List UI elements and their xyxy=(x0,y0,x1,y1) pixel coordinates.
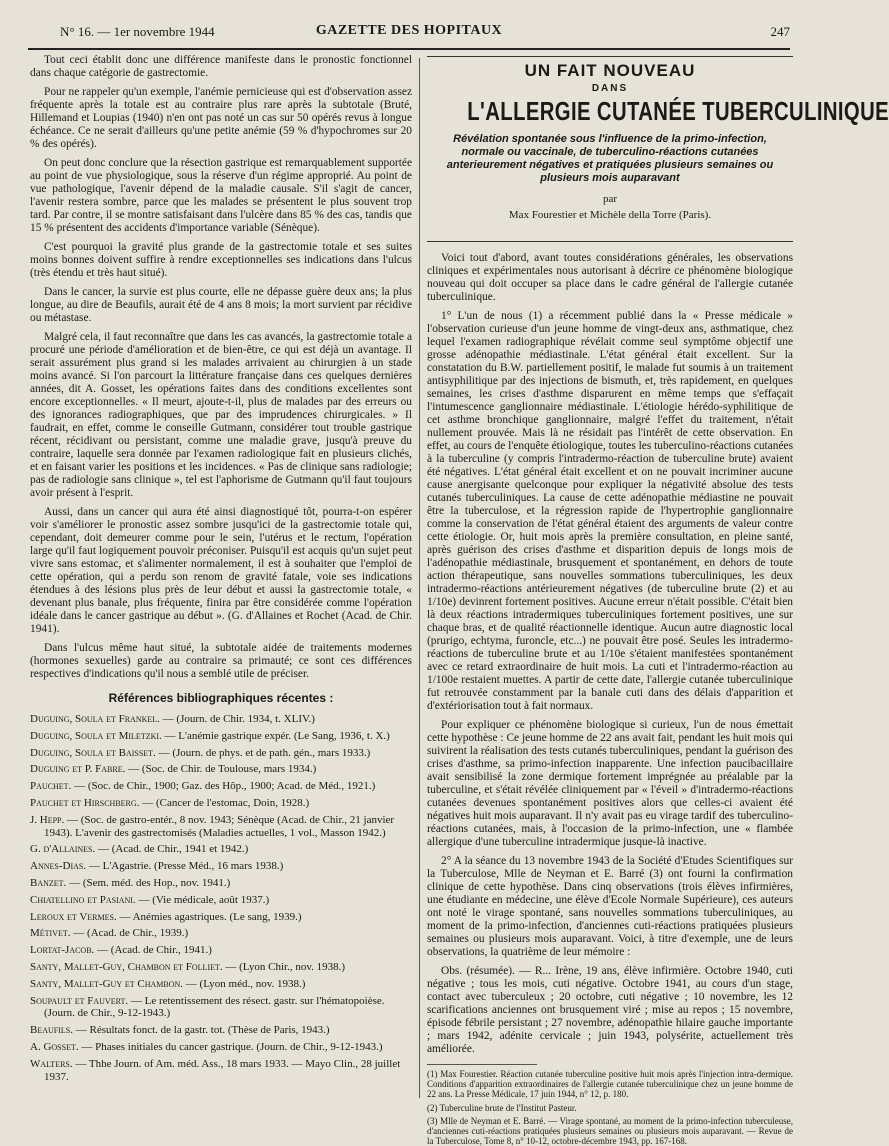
reference-item xyxy=(30,814,412,840)
reference-authors: Walters. xyxy=(30,1057,73,1070)
reference-item xyxy=(30,747,412,760)
reference-item xyxy=(30,797,412,810)
reference-item xyxy=(30,1058,412,1084)
reference-text: — Le retentissement des résect. gastr. sur l'hématopoièse. (Journ. de Chir., 9-12-1943.) xyxy=(44,994,385,1020)
paragraph: Voici tout d'abord, avant toutes considérations générales, les observations cliniques et expérimentales nous autorisant à décrire ce phénomène biologique nouveau qui doit occuper sa place dans le cadre général de l'allergie cutanée tuberculinique. xyxy=(427,252,793,303)
page-header xyxy=(28,20,790,46)
paragraph: On peut donc conclure que la résection gastrique est remarquablement supportée au point de vue physiologique, sous la réserve d'un régime approprié. Au point de vue pathologique, l'avenir dépend de la maladie causale. S'il s'agit de cancer, l'avenir restera sombre, parce que les malades se présentent le plus souvent trop tard. Par contre, il se montre satisfaisant dans l'ulcère dans 85 % des cas, tandis que 15 % présentent des accidents d'importance variable (Sénèque). xyxy=(30,157,412,234)
reference-item xyxy=(30,978,412,991)
column-divider xyxy=(419,58,420,1098)
article-authors: Max Fourestier et Michèle della Torre (Paris). xyxy=(508,209,712,221)
reference-item xyxy=(30,1041,412,1054)
page-number: 247 xyxy=(770,24,790,39)
reference-authors: G. d'Allaines. xyxy=(30,843,96,856)
reference-item xyxy=(30,1024,412,1037)
reference-text: — (Journ. de phys. et de path. gén., mars 1933.) xyxy=(155,746,371,759)
reference-text: — (Cancer de l'estomac, Doin, 1928.) xyxy=(139,796,310,809)
reference-authors: A. Gosset. xyxy=(30,1040,79,1053)
reference-item xyxy=(30,894,412,907)
reference-item xyxy=(30,713,412,726)
article-par: par xyxy=(602,193,618,205)
references-heading: Références bibliographiques récentes : xyxy=(108,691,334,705)
reference-item xyxy=(30,911,412,924)
reference-authors: Duguing, Soula et Frankel. xyxy=(30,713,160,725)
reference-item xyxy=(30,730,412,743)
paragraph: Aussi, dans un cancer qui aura été ainsi diagnostiqué tôt, pourra-t-on espérer voir s'améliorer le pronostic assez sombre jusqu'ici de la gastrectomie totale qui, cependant, doit demeurer comme pour le sein, l'utérus et le rectum, l'opération large qu'il faut logiquement pouvoir préconiser. Puisqu'il est acquis qu'un sujet peut vivre sans estomac, et s'alimenter normalement, il est à souhaiter que l'emploi de cette opération, qui a perdu son renom de gravité fatale, voie ses indications étendues à des lésions plus près de leur début et aussi la gastrectomie totale, « devenant plus banale, plus fréquente, finira par être considérée comme l'opération idéale dans le cancer gastrique au début ». (G. d'Allaines et Rochet (Acad. de Chir. 1941). xyxy=(30,506,412,635)
header-rule xyxy=(28,48,790,50)
article-subtitle: Révélation spontanée sous l'influence de la primo-infection, normale ou vaccinale, de tuberculino-réactions cutanées anterieurement négatives et pratiquées plusieurs semaines ou plusieurs mois auparavant xyxy=(446,133,774,184)
paragraph: 2° A la séance du 13 novembre 1943 de la Société d'Etudes Scientifiques sur la Tuberculose, Mlle de Neyman et E. Barré (3) ont fourni la confirmation clinique de cette hypothèse. Dans cinq observations (trois élèves infirmières, une étudiante en médecine, une élève d'Ecole Normale Supérieure), ces auteurs ont noté le virage spontané, sans nouvelles sommations tuberculiniques, au moment de la primo-infection, d'anciennes cuti-réactions pratiquées plusieurs semaines ou plusieurs mois auparavant. Voici, à titre d'exemple, une de leurs observations, la quatrième de leur mémoire : xyxy=(427,855,793,958)
reference-authors: Chiatellino et Pasiani. xyxy=(30,893,136,906)
reference-text: — (Soc. de Chir., 1900; Gaz. des Hôp., 1900; Acad. de Méd., 1921.) xyxy=(71,780,376,793)
reference-text: — Phases initiales du cancer gastrique. (Journ. de Chir., 9-12-1943.) xyxy=(78,1040,383,1053)
reference-authors: Duguing, Soula et Baisset. xyxy=(30,746,156,759)
reference-text: — Thhe Journ. of Am. méd. Ass., 18 mars 1933. — Mayo Clin., 28 juillet 1937. xyxy=(44,1057,401,1083)
journal-title: GAZETTE DES HOPITAUX xyxy=(315,23,503,38)
reference-authors: Santy, Mallet-Guy, Chambon et Folliet. xyxy=(30,960,223,973)
reference-authors: Beaufils. xyxy=(30,1024,73,1037)
reference-item xyxy=(30,877,412,890)
footnote: (1) Max Fourestier. Réaction cutanée tuberculine positive huit mois après l'injection intra-dermique. Conditions d'apparition extraordinaires de l'allergie cutanée tuberculinique chez un jeune homme de 22 ans. La Presse Médicale, 17 juin 1944, n° 12, p. 180. xyxy=(427,1069,793,1100)
reference-authors: Duguing et P. Fabre. xyxy=(30,763,126,776)
issue-number: N° 16. — 1er novembre 1944 xyxy=(60,24,215,39)
reference-authors: Leroux et Vermes. xyxy=(30,910,117,923)
reference-text: — L'Agastrie. (Presse Méd., 16 mars 1938.) xyxy=(86,860,284,873)
article-top-rule xyxy=(427,56,793,57)
paragraph: Dans le cancer, la survie est plus courte, elle ne dépasse guère deux ans; la plus longue, au dire de Beaufils, aurait été de 4 ans 8 mois; la mort survient par récidive ou métastase. xyxy=(30,286,412,324)
reference-item xyxy=(30,995,412,1021)
reference-authors: Banzet. xyxy=(30,876,67,889)
reference-text: — (Vie médicale, août 1937.) xyxy=(135,893,270,906)
reference-text: — (Lyon Chir., nov. 1938.) xyxy=(222,960,346,973)
reference-text: — Résultats fonct. de la gastr. tot. (Thèse de Paris, 1943.) xyxy=(72,1024,330,1037)
left-column xyxy=(30,54,412,1099)
reference-text: — (Journ. de Chir. 1934, t. XLIV.) xyxy=(159,713,315,725)
reference-text: — (Soc. de Chir. de Toulouse, mars 1934.) xyxy=(125,763,317,776)
paragraph: Obs. (résumée). — R... Irène, 19 ans, élève infirmière. Octobre 1940, cuti négative ; tous les mois, cuti négative. Octobre 1941, au cours d'un stage, contact avec tuberculeux ; 20 octobre, cuti négative ; 10 novembre, les 12 scarifications anciennes ont brusquement viré ; mise au repos ; 15 novembre, épisode fébrile persistant ; 27 novembre, adénopathie hilaire gauche importante ; mars 1942, adénite cervicale ; juin 1943, polysérite, actuellement très améliorée. xyxy=(427,965,793,1055)
article-header-rule xyxy=(427,241,793,242)
paragraph: Malgré cela, il faut reconnaître que dans les cas avancés, la gastrectomie totale a procuré une période d'amélioration et de bien-être, ce qui est déjà un avantage. Il serait assurément plus grand si les malades arrivaient au chirurgien à un stade moins avancé. Si l'on parcourt la littérature française dans ces quelques dernières années, dit A. Gosset, les opérations faites dans des conditions excellentes sont encore exceptionnelles. « Il meurt, ajoute-t-il, plus de malades par des erreurs ou des ignorances radiographiques, que par des imprudences chirurgicales. » Il faudrait, en effet, comme le conseille Gutmann, considérer tout trouble gastrique récent, récidivant ou persistant, comme une maladie grave, jusqu'à preuve du contraire, laquelle sera donnée par l'examen radiologique fait en plusieurs clichés, et en faisant varier les positions et les incidences. « Pas de clinique sans radiologie; pas de radiologie sans clinique », tel est l'aphorisme de Gutmann qu'il faut toujours avoir présent à l'esprit. xyxy=(30,331,412,499)
reference-text: — (Soc. de gastro-entér., 8 nov. 1943; Sénèque (Acad. de Chir., 21 janvier 1943). L'avenir des gastrectomisés (Maladies actuelles, 1 vol., Masson 1942.) xyxy=(44,813,395,839)
reference-item xyxy=(30,944,412,957)
article-title-main: L'ALLERGIE CUTANÉE TUBERCULINIQUE xyxy=(467,96,889,126)
paragraph: Pour ne rappeler qu'un exemple, l'anémie pernicieuse qui est d'observation assez fréquente après la totale est au contraire plus rare après la subtotale (Bruté, Hillemand et Loupias (1940) n'en ont pas noté un cas sur 50 opérés revus à longue échéance. Ce ne serait d'ailleurs qu'une petite anémie (59 % d'hypochromes sur 20 % des opérés). xyxy=(30,86,412,150)
reference-text: — (Acad. de Chir., 1941.) xyxy=(94,944,212,957)
article-title-top: UN FAIT NOUVEAU xyxy=(524,61,696,80)
reference-authors: Santy, Mallet-Guy et Chambon. xyxy=(30,977,184,990)
reference-authors: Pauchet. xyxy=(30,780,72,793)
reference-text: — (Acad. de Chir., 1941 et 1942.) xyxy=(95,843,249,856)
reference-authors: Soupault et Fauvert. xyxy=(30,994,129,1007)
reference-authors: J. Hepp. xyxy=(30,813,65,826)
reference-item xyxy=(30,927,412,940)
paragraph: Pour expliquer ce phénomène biologique si curieux, l'un de nous émettait cette hypothèse : Ce jeune homme de 22 ans avait fait, pendant les huit mois qui suivirent la réalisation des tests cutanés tuberculiniques, pendant la guérison des crises d'asthme, sa primo-infection inapparente. Une infection paucibacillaire avait sensibilisé la zone dermique fortement imprégnée au préalable par la tuberculine, et s'était révélée cliniquement par « l'éveil » d'intradermo-réactions cutanées devenues spontanément positives alors que celles-ci avaient été négatives huit mois auparavant. Il n'y avait pas eu virage tardif des tuberculino-réactions cutanées, mais, à l'occasion de la primo-infection, une « flambée allergique d'une tuberculine intradermique jusque-là inactive. xyxy=(427,719,793,848)
reference-text: — Anémies agastriques. (Le sang, 1939.) xyxy=(116,910,302,923)
article-title-dans: DANS xyxy=(591,83,629,94)
reference-text: — (Sem. méd. des Hop., nov. 1941.) xyxy=(66,876,231,889)
reference-authors: Métivet. xyxy=(30,927,71,940)
paragraph: Tout ceci établit donc une différence manifeste dans le pronostic fonctionnel dans chaque catégorie de gastrectomie. xyxy=(30,54,412,79)
footnote-rule xyxy=(427,1064,537,1065)
reference-item xyxy=(30,860,412,873)
reference-authors: Duguing, Soula et Miletzki. xyxy=(30,729,162,742)
reference-authors: Lortat-Jacob. xyxy=(30,944,95,957)
reference-text: — (Acad. de Chir., 1939.) xyxy=(70,927,189,940)
reference-item xyxy=(30,843,412,856)
reference-text: — (Lyon méd., nov. 1938.) xyxy=(183,977,306,990)
paragraph: 1° L'un de nous (1) a récemment publié dans la « Presse médicale » l'observation curieuse d'un jeune homme de vingt-deux ans, asthmatique, chez lequel l'examen radiographique révélait comme seul symptôme objectif une grosse adénopathie médiastinale. L'état général était excellent. Sur la constatation du B.W. partiellement positif, le malade fut soumis à un traitement antisyphilitique par des injections de bismuth, et, très rapidement, en quelques semaines, les crises d'asthme disparurent en même temps que s'effaçait l'intumescence ganglionnaire médiastinale. L'étiologie hérédo-syphilitique de cet asthme bronchique ganglionnaire, malgré l'effet du traitement, n'était nullement prouvée. Mais là ne résidait pas l'intérêt de cette observation. En effet, au cours de l'enquête étiologique, toutes les tuberculino-réactions cutanées à la tuberculine (y compris l'intradermo-réaction de tuberculine brute) avaient été négatives. L'état général était excellent et on ne pouvait incriminer aucune cause anergisante quelconque pour expliquer la négativité absolue des tests cutanés tuberculiniques. La cause de cette adénopathie médiastine ne pouvait être la tuberculose, et la régression rapide de l'hypertrophie ganglionnaire comme la conservation de l'état général étaient des arguments de valeur contre cette étiologie. Or, huit mois après la première consultation, en pleine santé, après guérison des crises d'asthme et disparition depuis de longs mois de l'adénopathie médiastinale, brusquement et spontanément, en dehors de toute action thérapeutique, sans nouvelles sommations tuberculiniques, les deux intradermo-réactions antérieurement négatives (de tuberculine brute (2) et au 1/10e) devinrent fortement positives. Aucune erreur n'était possible. C'était bien là deux réactions intradermiques tuberculiniques fortement positives, une sur chaque bras, et de qualité réactionnelle identique. Aucun autre diagnostic local (prurigo, echtyma, furoncle, etc...) ne pouvait être posé. Seules les intradermo-réactions de tuberculine brute et au 1/10e s'étaient manifestées spontanément avec ce retard extraordinaire de huit mois. La cuti et l'intradermo-réaction au 1/100e restaient muettes. A partir de cette date, l'allergie cutanée tuberculinique fut retrouvée constamment par la banale cuti dans des délais d'apparition et d'extériorisation tout à fait normaux. xyxy=(427,310,793,712)
paragraph: C'est pourquoi la gravité plus grande de la gastrectomie totale et ses suites moins bonnes doivent suffire à rendre exceptionnelles ses indications dans l'ulcus (très étendu et très haut situé). xyxy=(30,241,412,279)
reference-authors: Annes-Dias. xyxy=(30,860,87,873)
reference-item xyxy=(30,961,412,974)
references-list xyxy=(30,713,412,1083)
footnote: (3) Mlle de Neyman et E. Barré. — Virage spontané, au moment de la primo-infection tuberculeuse, d'anciennes cuti-réactions pratiquées plusieurs semaines ou plusieurs mois auparavant. — Revue de la Tuberculose, Tome 8, n° 10-12, octobre-décembre 1943, pp. 167-168. xyxy=(427,1115,793,1146)
reference-authors: Pauchet et Hirschberg. xyxy=(30,796,140,809)
reference-item xyxy=(30,763,412,776)
reference-item xyxy=(30,780,412,793)
paragraph: Dans l'ulcus même haut situé, la subtotale aidée de traitements modernes (hormones sexuelles) garde au contraire sa primauté; ce sont ces différences respectives d'indications qu'il nous a semblé utile de préciser. xyxy=(30,642,412,680)
footnote: (2) Tuberculine brute de l'Institut Pasteur. xyxy=(427,1102,577,1113)
reference-text: — L'anémie gastrique expér. (Le Sang, 1936, t. X.) xyxy=(161,729,390,742)
right-column xyxy=(427,54,889,1146)
